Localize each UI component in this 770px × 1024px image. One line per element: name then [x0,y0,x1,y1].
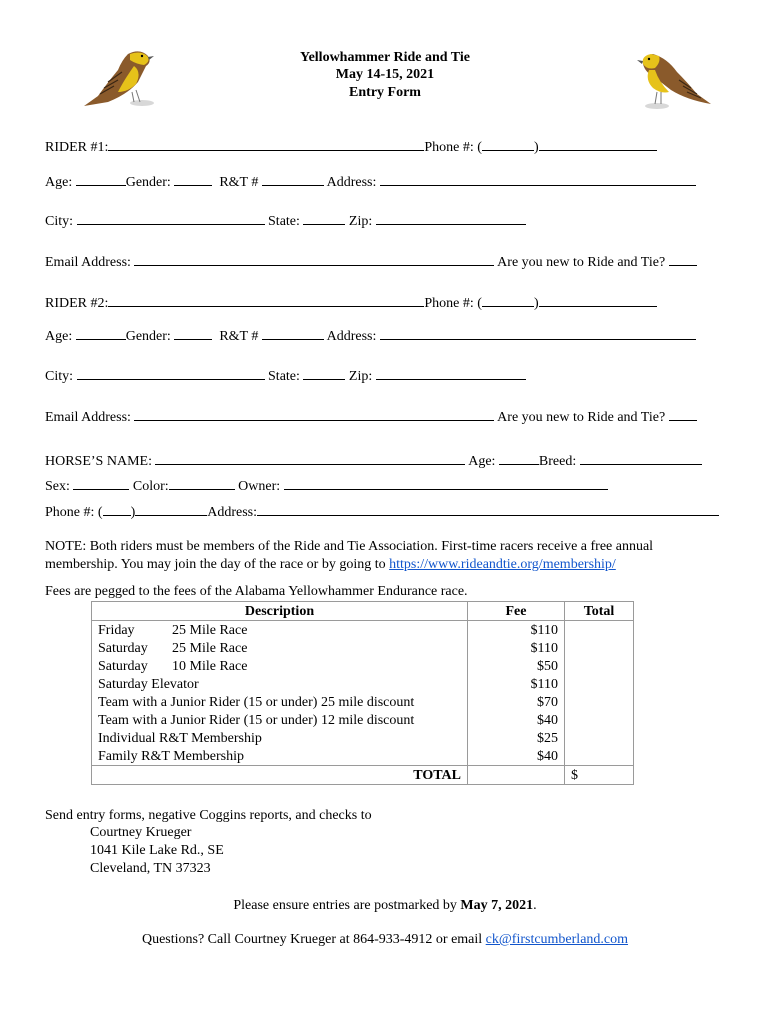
rider1-rt-label: R&T # [219,175,259,190]
fee-item: 25 Mile Race [172,622,248,638]
fee-day: Saturday [98,640,148,656]
rider1-phone-field[interactable] [539,138,657,151]
rider2-new-field[interactable] [669,408,697,421]
rider2-label: RIDER #2: [45,296,109,311]
questions-line [0,932,770,948]
postmark-prefix: Please ensure entries are postmarked by [233,898,461,913]
horse-phone-close: ) [130,505,136,520]
horse-sex-row [45,477,608,495]
fees-intro: Fees are pegged to the fees of the Alabama Yellowhammer Endurance race. [45,584,468,599]
rider1-address-label: Address: [326,175,377,190]
contact-email-link[interactable]: ck@firstcumberland.com [485,932,629,947]
fee-item: Individual R&T Membership [98,730,262,746]
fee-item: Team with a Junior Rider (15 or under) 25 mile discount [98,694,415,710]
horse-phone-area-field[interactable] [103,503,131,516]
rider1-city-field[interactable] [77,212,265,225]
rider1-state-field[interactable] [303,212,345,225]
rider1-email-label: Email Address: [45,255,131,270]
rider2-age-row [45,327,696,345]
rider2-rt-field[interactable] [262,327,324,340]
rider2-phone-label: Phone #: ( [424,296,482,311]
fee-item: Saturday Elevator [98,676,199,692]
fee-day: Saturday [98,658,148,674]
fee-header: Fee [468,602,565,621]
rider1-name-field[interactable] [108,138,424,151]
rider2-phone-field[interactable] [539,294,657,307]
note-line1: NOTE: Both riders must be members of the Ride and Tie Association. First-time racers receive a free annual [45,539,654,554]
grand-total-field[interactable]: $ [565,766,634,785]
rider2-city-label: City: [45,369,74,384]
rider1-phone-close: ) [533,140,539,155]
table-row [92,729,634,747]
fee-amount: $50 [468,657,565,675]
horse-name-row [45,452,702,470]
rider2-phone-area-field[interactable] [482,294,534,307]
rider2-email-field[interactable] [134,408,494,421]
fee-total-field[interactable] [565,621,634,640]
rider2-address-field[interactable] [380,327,696,340]
horse-color-label: Color: [132,479,169,494]
table-header-row [92,602,634,621]
fee-description [92,729,468,747]
horse-owner-field[interactable] [284,477,608,490]
table-row [92,711,634,729]
rider2-name-row [45,294,657,312]
fee-amount: $40 [468,747,565,766]
rider2-phone-close: ) [533,296,539,311]
fee-total-field[interactable] [565,693,634,711]
rider2-email-row [45,408,697,426]
rider2-age-field[interactable] [76,327,126,340]
horse-phone-field[interactable] [135,503,207,516]
horse-address-field[interactable] [257,503,719,516]
horse-breed-label: Breed: [538,454,577,469]
rider1-new-field[interactable] [669,253,697,266]
rider2-state-field[interactable] [303,367,345,380]
fee-description [92,711,468,729]
fee-amount: $25 [468,729,565,747]
rider2-email-label: Email Address: [45,410,131,425]
postmark-suffix: . [533,898,537,913]
note-line2-text: membership. You may join the day of the race or by going to [45,557,386,572]
rider1-age-label: Age: [45,175,73,190]
send-name: Courtney Krueger [90,825,192,840]
rider1-phone-label: Phone #: ( [424,140,482,155]
horse-sex-label: Sex: [45,479,70,494]
rider1-state-label: State: [268,214,300,229]
fee-description [92,621,468,640]
postmark-date: May 7, 2021 [460,898,534,913]
rider1-age-field[interactable] [76,173,126,186]
table-total-row [92,766,634,785]
horse-owner-label: Owner: [238,479,281,494]
rider2-city-row [45,367,526,385]
horse-age-field[interactable] [499,452,539,465]
horse-address-label: Address: [207,505,258,520]
rider2-zip-label: Zip: [348,369,373,384]
horse-color-field[interactable] [169,477,235,490]
horse-name-label: HORSE’S NAME: [45,454,152,469]
rider1-city-label: City: [45,214,74,229]
horse-sex-field[interactable] [73,477,129,490]
note-line2 [45,557,616,573]
membership-link[interactable]: https://www.rideandtie.org/membership/ [389,557,616,572]
fee-description [92,693,468,711]
fee-amount: $40 [468,711,565,729]
fee-amount: $110 [468,675,565,693]
fee-total-field[interactable] [565,711,634,729]
fee-total-field[interactable] [565,675,634,693]
fee-amount: $110 [468,621,565,640]
rider2-gender-field[interactable] [174,327,212,340]
fee-amount: $110 [468,639,565,657]
fee-description [92,675,468,693]
rider1-address-field[interactable] [380,173,696,186]
form-title: Yellowhammer Ride and Tie [300,50,470,65]
rider1-gender-label: Gender: [125,175,171,190]
rider1-new-label: Are you new to Ride and Tie? [497,255,666,270]
fee-item: Team with a Junior Rider (15 or under) 12 mile discount [98,712,415,728]
rider1-zip-field[interactable] [376,212,526,225]
rider1-zip-label: Zip: [348,214,373,229]
total-label: TOTAL [92,766,468,785]
fees-table [91,601,634,785]
table-row [92,675,634,693]
rider1-email-row [45,253,697,271]
horse-phone-row [45,503,719,521]
fee-total-field[interactable] [565,747,634,766]
horse-name-field[interactable] [155,452,465,465]
total-header: Total [565,602,634,621]
table-row [92,693,634,711]
fee-amount: $70 [468,693,565,711]
table-row [92,621,634,640]
rider2-name-field[interactable] [108,294,424,307]
fee-day: Friday [98,622,135,638]
rider1-phone-area-field[interactable] [482,138,534,151]
rider2-city-field[interactable] [77,367,265,380]
form-subtitle: Entry Form [349,85,421,100]
rider1-rt-field[interactable] [262,173,324,186]
rider2-age-label: Age: [45,329,73,344]
send-city: Cleveland, TN 37323 [90,861,211,876]
postmark-line [0,898,770,914]
rider2-address-label: Address: [326,329,377,344]
rider1-city-row [45,212,526,230]
fee-item: Family R&T Membership [98,748,244,764]
fee-total-field[interactable] [565,729,634,747]
rider1-label: RIDER #1: [45,140,109,155]
fee-item: 25 Mile Race [172,640,248,656]
fee-description [92,657,468,675]
horse-phone-label: Phone #: ( [45,505,103,520]
rider2-rt-label: R&T # [219,329,259,344]
questions-prefix: Questions? Call Courtney Krueger at 864-933-4912 or email [141,932,486,947]
fee-total-field[interactable] [565,639,634,657]
table-row [92,657,634,675]
send-intro: Send entry forms, negative Coggins reports, and checks to [45,808,372,823]
rider2-zip-field[interactable] [376,367,526,380]
horse-age-label: Age: [468,454,496,469]
send-street: 1041 Kile Lake Rd., SE [90,843,224,858]
rider1-name-row [45,138,657,156]
total-fee-cell [468,766,565,785]
form-date: May 14-15, 2021 [335,67,435,82]
table-row [92,639,634,657]
rider1-age-row [45,173,696,191]
fee-item: 10 Mile Race [172,658,248,674]
description-header: Description [92,602,468,621]
fee-description [92,747,468,766]
fee-description [92,639,468,657]
horse-breed-field[interactable] [580,452,702,465]
rider2-gender-label: Gender: [125,329,171,344]
table-row [92,747,634,766]
rider1-email-field[interactable] [134,253,494,266]
fee-total-field[interactable] [565,657,634,675]
rider2-state-label: State: [268,369,300,384]
rider2-new-label: Are you new to Ride and Tie? [497,410,666,425]
rider1-gender-field[interactable] [174,173,212,186]
